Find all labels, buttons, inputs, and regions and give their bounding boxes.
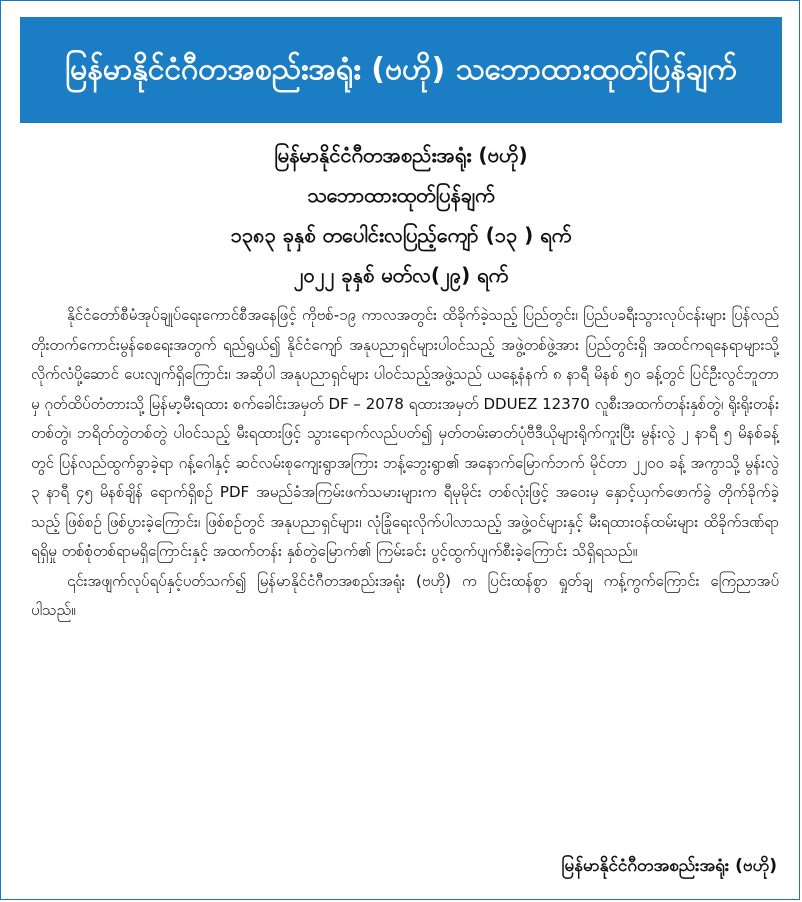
myanmar-calendar-date: ၁၃၈၃ ခုနှစ် တပေါင်းလပြည့်ကျော် (၁၃ ) ရက် [230,223,572,247]
body-paragraph: နိုင်ငံတော်စီမံအုပ်ချုပ်ရေးကောင်စီအနေဖြင့် ကိုဗစ်-၁၉ ကာလအတွင်း ထိခိုက်ခဲ့သည့် ပြည်တွင်း၊ ပြည်ပခရီးသွားလုပ်ငန်းများ ပြန်လည်တိုးတက်ကောင်းမွန်စေရေးအတွက် ရည်ရွယ်၍ နိုင်ငံကျော် အနုပညာရှင်များပါဝင်သည့် အဖွဲ့တစ်ဖွဲ့အား ပြည်တွင်းရှိ အထင်ကရနေရာများသို့ လိုက်လံပို့ဆောင် ပေးလျက်ရှိကြောင်း၊ အဆိုပါ အနုပညာရှင်များ ပါဝင်သည့်အဖွဲ့သည် ယနေ့နံနက် ၈ နာရီ မိနစ် ၅၀ ခန့်တွင် ပြင်ဦးလွင်ဘူတာမှ ဂုတ်ထိပ်တံတားသို့ မြန်မာ့မီးရထား စက်ခေါင်းအမှတ် DF – 2078 ရထားအမှတ် DDUEZ 12370 လူစီးအထက်တန်းနှစ်တွဲ၊ ရိုးရိုးတန်းတစ်တွဲ၊ ဘရိတ်တွဲတစ်တွဲ ပါဝင်သည့် မီးရထားဖြင့် သွားရောက်လည်ပတ်၍ မှတ်တမ်းဓာတ်ပုံဗီဒီယိုများရိုက်ကူးပြီး မွန်းလွဲ ၂ နာရီ ၅ မိနစ်ခန့်တွင် ပြန်လည်ထွက်ခွာခဲ့ရာ ဂန့်ဂေါနှင့် ဆင်လမ်းစုကျေးရွာအကြား ဘန့်ဘွေးရွာ၏ အနောက်မြောက်ဘက် မိုင်တာ ၂၂၀၀ ခန့် အကွာသို့ မွန်းလွဲ ၃ နာရီ ၄၅ မိနစ်ချိန် ရောက်ရှိစဉ် PDF အမည်ခံအကြမ်းဖက်သမားများက ရီမုမိုင်း တစ်လုံးဖြင့် အဝေးမှ နှောင့်ယှက်ဖောက်ခွဲ တိုက်ခိုက်ခဲ့သည့် ဖြစ်စဉ် ဖြစ်ပွားခဲ့ကြောင်း၊ ဖြစ်စဉ်တွင် အနုပညာရှင်များ၊ လုံခြုံရေးလိုက်ပါလာသည့် အဖွဲ့ဝင်များနှင့် မီးရထားဝန်ထမ်းများ ထိခိုက်ဒဏ်ရာရရှိမှု တစ်စုံတစ်ရာမရှိကြောင်းနှင့် အထက်တန်း နှစ်တွဲမြောက်၏ ကြမ်းခင်း ပွင့်ထွက်ပျက်စီးခဲ့ကြောင်း သိရှိရသည်။ [31,306,779,560]
statement-body [31,301,779,626]
statement-label: သဘောထားထုတ်ပြန်ချက် [307,183,495,207]
banner-title: မြန်မာနိုင်ငံဂီတအစည်းအရုံး (ဗဟို) သဘောထားထုတ်ပြန်ချက် [65,52,737,87]
gregorian-date: ၂၀၂၂ ခုနှစ် မတ်လ(၂၉) ရက် [293,263,509,287]
title-banner [20,17,782,123]
organization-name: မြန်မာနိုင်ငံဂီတအစည်းအရုံး (ဗဟို) [274,143,528,167]
signature-organization: မြန်မာနိုင်ငံဂီတအစည်းအရုံး (ဗဟို) [561,856,777,876]
statement-header [41,135,761,295]
body-paragraph: ၎င်းအဖျက်လုပ်ရပ်နှင့်ပတ်သက်၍ မြန်မာနိုင်ငံဂီတအစည်းအရုံး (ဗဟို) က ပြင်းထန်စွာ ရှုတ်ချ ကန့်ကွက်ကြောင်း ကြေညာအပ်ပါသည်။ [31,571,779,619]
